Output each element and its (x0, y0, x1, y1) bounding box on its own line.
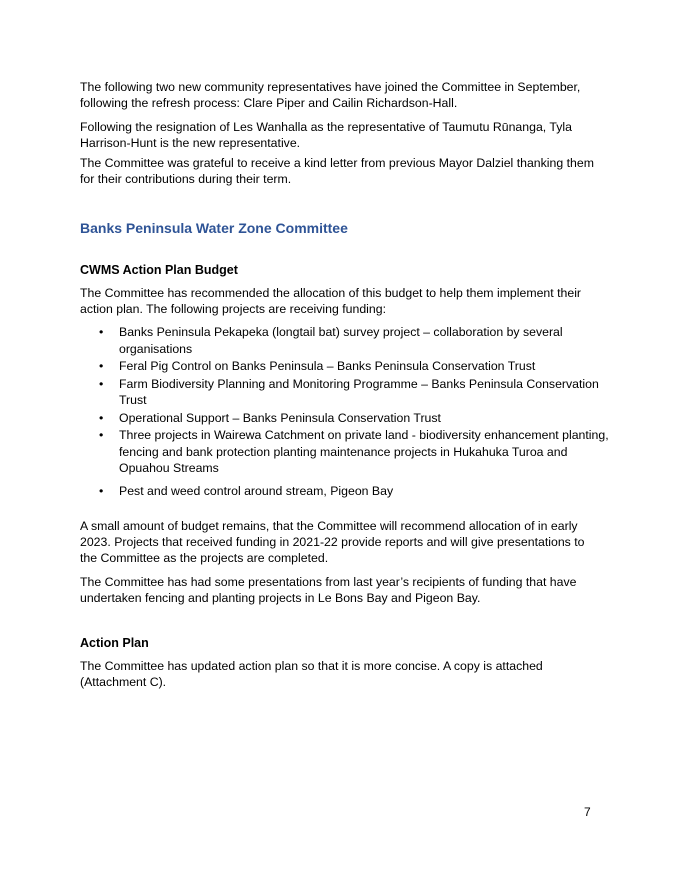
bullet-icon: • (99, 376, 104, 391)
list-item (80, 358, 610, 375)
list-item-text: Feral Pig Control on Banks Peninsula – Banks Peninsula Conservation Trust (119, 359, 536, 373)
list-item-text: Farm Biodiversity Planning and Monitoring Programme – Banks Peninsula Conservation Trust (119, 376, 599, 407)
page-number: 7 (584, 805, 591, 819)
bullet-icon: • (99, 428, 104, 442)
list-item (80, 376, 610, 409)
list-item (80, 324, 610, 357)
paragraph-new-representatives: The following two new community representatives have joined the Committee in September, following the refresh process: Clare Piper and Cailin Richardson-Hall. (80, 80, 581, 110)
section-title: Banks Peninsula Water Zone Committee (80, 220, 348, 236)
list-item (80, 427, 610, 477)
list-item-text: Three projects in Wairewa Catchment on private land - biodiversity enhancement planting, fencing and bank protection planting maintenance projects in Hukahuka Turoa and Opuahou Streams (119, 428, 609, 475)
budget-heading: CWMS Action Plan Budget (80, 263, 238, 277)
paragraph-mayor-letter: The Committee was grateful to receive a kind letter from previous Mayor Dalziel thanking them for their contributions during their term. (80, 156, 594, 186)
action-plan-heading: Action Plan (80, 636, 149, 650)
list-item (80, 483, 610, 500)
bullet-icon: • (99, 325, 104, 339)
bullet-icon: • (99, 483, 104, 498)
budget-intro: The Committee has recommended the allocation of this budget to help them implement their action plan. The following projects are receiving funding: (80, 286, 582, 316)
funding-list (80, 324, 610, 500)
list-item-text: Operational Support – Banks Peninsula Conservation Trust (119, 410, 441, 425)
paragraph-presentations: The Committee has had some presentations from last year’s recipients of funding that have undertaken fencing and planting projects in Le Bons Bay and Pigeon Bay. (80, 575, 577, 605)
paragraph-budget-remains: A small amount of budget remains, that the Committee will recommend allocation of in early 2023. Projects that received funding in 2021-22 provide reports and will give presentations to the Committee as the projects are completed. (80, 519, 585, 565)
list-item-text: Pest and weed control around stream, Pigeon Bay (119, 483, 394, 498)
bullet-icon: • (99, 359, 104, 373)
bullet-icon: • (99, 410, 104, 425)
paragraph-action-plan: The Committee has updated action plan so that it is more concise. A copy is attached (Attachment C). (80, 659, 543, 689)
paragraph-resignation: Following the resignation of Les Wanhalla as the representative of Taumutu Rūnanga, Tyla Harrison-Hunt is the new representative. (80, 120, 572, 150)
list-item (80, 410, 610, 427)
list-item-text: Banks Peninsula Pekapeka (longtail bat) survey project – collaboration by several organisations (119, 325, 563, 356)
